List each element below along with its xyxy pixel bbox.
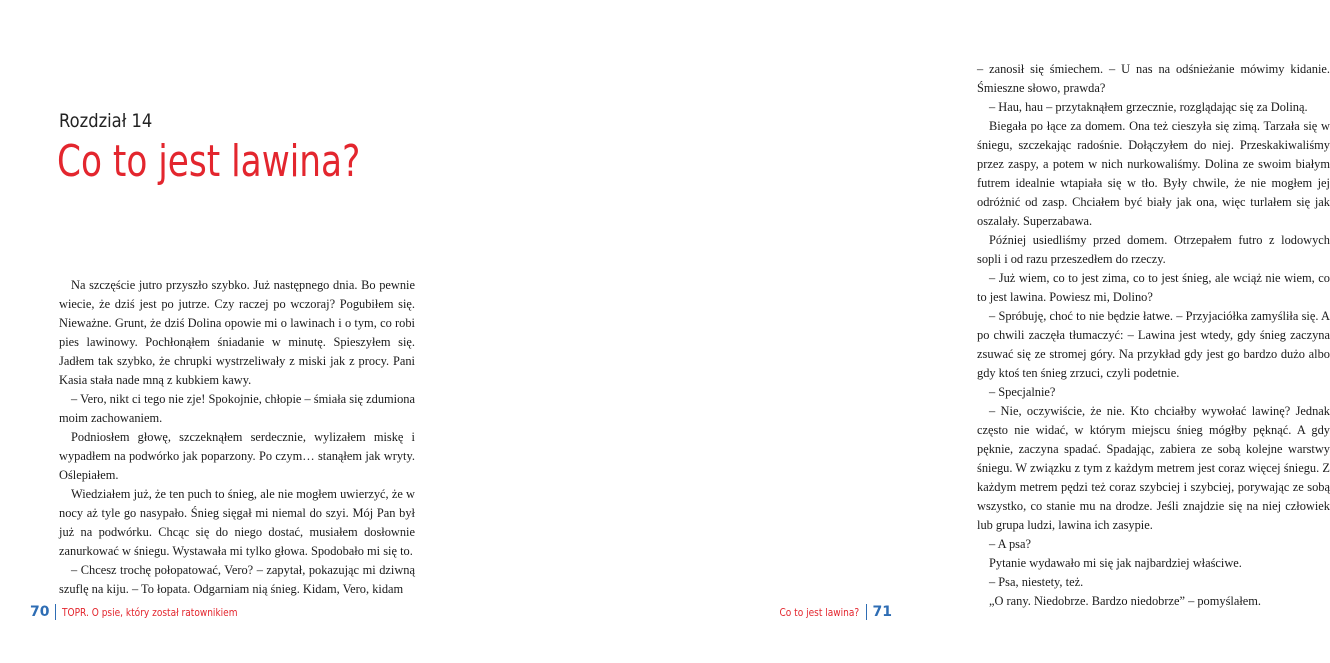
left-page-footer	[30, 603, 277, 621]
right-page-body	[977, 60, 1330, 611]
right-page-footer	[762, 603, 892, 621]
paragraph: Na szczęście jutro przyszło szybko. Już następnego dnia. Bo pewnie wiecie, że dziś jest po jutrze. Czy raczej po wczoraj? Pogubiłem się. Nieważne. Grunt, że dziś Dolina opowie mi o lawinach i o tym, co robi pies lawinowy. Pochłonąłem śniadanie w minutę. Spieszyłem się. Jadłem tak szybko, że chrupki wystrzeliwały z miski jak z procy. Pani Kasia stała nade mną z kubkiem kawy.	[59, 278, 415, 387]
paragraph: – Hau, hau – przytaknąłem grzecznie, rozglądając się za Doliną.	[989, 100, 1308, 114]
paragraph: – Specjalnie?	[989, 385, 1056, 399]
paragraph: – Vero, nikt ci tego nie zje! Spokojnie, chłopie – śmiała się zdumiona moim zachowaniem.	[59, 392, 415, 425]
paragraph: – zanosił się śmiechem. – U nas na odśnieżanie mówimy kidanie. Śmieszne słowo, prawda?	[977, 62, 1330, 95]
paragraph: – Nie, oczywiście, że nie. Kto chciałby wywołać lawinę? Jednak często nie widać, w którym miejscu śnieg mógłby pęknąć. A gdy pęknie, zaczyna spadać. Spadając, zabiera ze sobą kolejne warstwy śniegu. W związku z tym z każdym metrem jest coraz więcej śniegu. Z każdym metrem pędzi też coraz szybciej i szybciej, porywając ze sobą wszystko, co stanie mu na drodze. Jeśli znajdzie się na niej człowiek lub grupa ludzi, lawina ich zasypie.	[977, 404, 1330, 532]
running-title: Co to jest lawina?	[779, 605, 860, 619]
paragraph: Biegała po łące za domem. Ona też cieszyła się zimą. Tarzała się w śniegu, szczekając radośnie. Dołączyłem do niej. Przeskakiwaliśmy przez zaspy, a potem w nich nurkowaliśmy. Dolina ze swoim białym futrem idealnie wtapiała się w tło. Były chwile, że nie mogłem jej odróżnić od zasp. Chciałem być biały jak ona, więc turlałem się jak oszalały. Superzabawa.	[977, 119, 1330, 228]
paragraph: – Chcesz trochę połopatować, Vero? – zapytał, pokazując mi dziwną szuflę na kiju. – To łopata. Odgarniam nią śnieg. Kidam, Vero, kidam	[59, 563, 415, 596]
paragraph: „O rany. Niedobrze. Bardzo niedobrze” – pomyślałem.	[989, 594, 1262, 608]
paragraph: Wiedziałem już, że ten puch to śnieg, ale nie mogłem uwierzyć, że w nocy aż tyle go nasypało. Śnieg sięgał mi niemal do szyi. Mój Pan był już na podwórku. Chcąc się do niego dostać, musiałem dosłownie zanurkować w śniegu. Wystawała mi tylko głowa. Spodobało mi się to.	[59, 487, 415, 558]
left-page-body	[59, 276, 415, 599]
paragraph: – Spróbuję, choć to nie będzie łatwe. – Przyjaciółka zamyśliła się. A po chwili zaczęła tłumaczyć: – Lawina jest wtedy, gdy śnieg zaczyna zsuwać się ze stromej góry. Na przykład gdy jest go bardzo dużo albo gdy ktoś ten śnieg zrzuci, czyli podetnie.	[977, 309, 1330, 380]
page-number: 70	[30, 604, 50, 620]
paragraph: Pytanie wydawało mi się jak najbardziej właściwe.	[989, 556, 1242, 570]
left-page	[0, 0, 462, 663]
paragraph: Później usiedliśmy przed domem. Otrzepałem futro z lodowych sopli i od razu przeszedłem do rzeczy.	[977, 233, 1330, 266]
chapter-title: Co to jest lawina?	[57, 136, 361, 187]
paragraph: – A psa?	[989, 537, 1031, 551]
running-title: TOPR. O psie, który został ratownikiem	[62, 605, 239, 619]
footer-divider	[866, 604, 867, 620]
right-page	[462, 0, 1330, 663]
footer-divider	[55, 604, 56, 620]
page-number: 71	[872, 604, 892, 620]
paragraph: – Już wiem, co to jest zima, co to jest śnieg, ale wciąż nie wiem, co to jest lawina. Powiesz mi, Dolino?	[977, 271, 1330, 304]
paragraph: Podniosłem głowę, szczeknąłem serdecznie, wylizałem miskę i wypadłem na podwórko jak poparzony. Po czym… stanąłem jak wryty. Oślepiałem.	[59, 430, 415, 482]
chapter-label: Rozdział 14	[59, 110, 153, 132]
paragraph: – Psa, niestety, też.	[989, 575, 1084, 589]
